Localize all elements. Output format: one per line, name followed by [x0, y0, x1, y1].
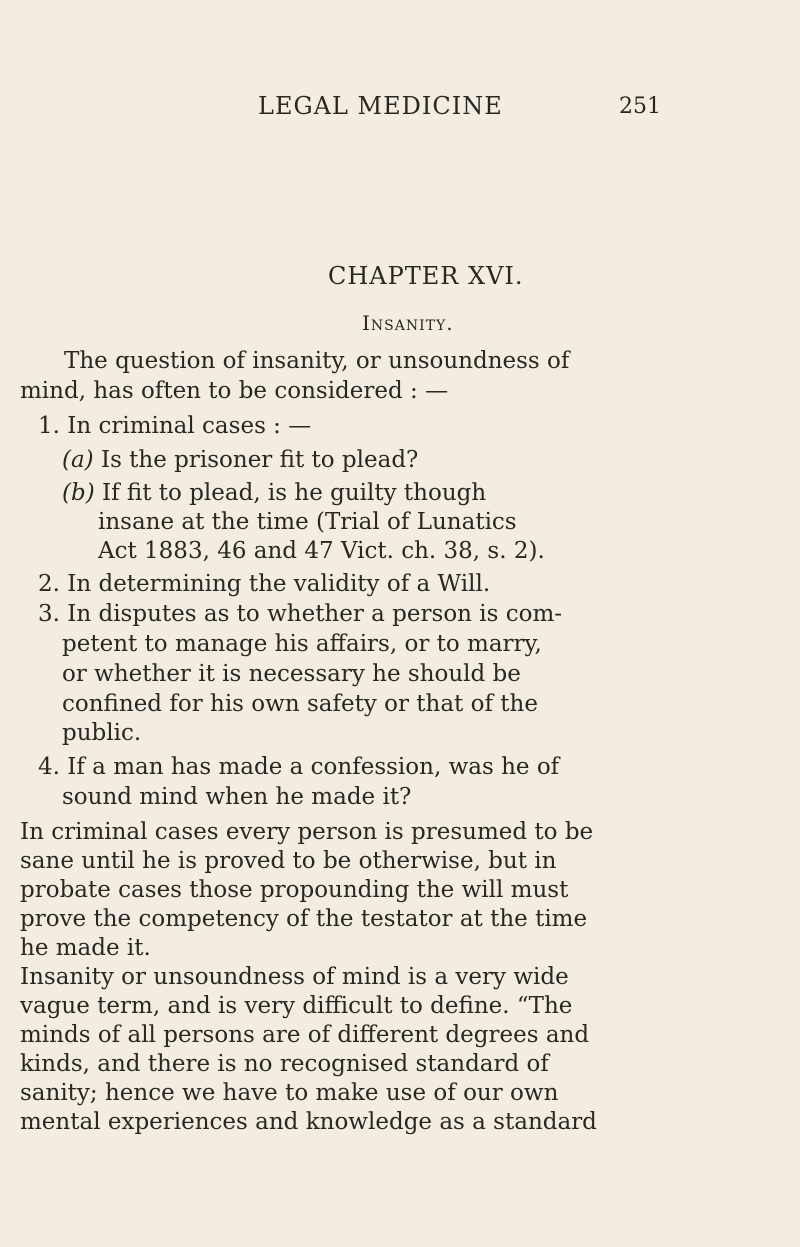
paragraph-line: vague term, and is very difficult to define. “The: [20, 993, 573, 1019]
list-item-4-cont: sound mind when he made it?: [62, 784, 412, 810]
paragraph-line: sane until he is proved to be otherwise, but in: [20, 848, 557, 874]
section-title: Insanity.: [362, 311, 454, 335]
list-item-1b-cont: insane at the time (Trial of Lunatics: [98, 509, 517, 535]
intro-line: The question of insanity, or unsoundness of: [64, 348, 570, 374]
list-item-1a: [62, 446, 418, 474]
list-item-3-cont: public.: [62, 720, 142, 746]
item-text: Is the prisoner fit to plead?: [93, 447, 419, 473]
list-item-4: 4. If a man has made a confession, was he of: [38, 754, 560, 780]
chapter-title: CHAPTER XVI.: [328, 262, 524, 290]
paragraph-line: kinds, and there is no recognised standard of: [20, 1051, 549, 1077]
item-label: (a): [62, 447, 94, 473]
list-item-3: 3. In disputes as to whether a person is com-: [38, 601, 563, 627]
item-label: (b): [62, 480, 95, 506]
paragraph-line: he made it.: [20, 935, 151, 961]
item-text: If fit to plead, is he guilty though: [94, 480, 487, 506]
list-item-1b-cont: Act 1883, 46 and 47 Vict. ch. 38, s. 2).: [98, 538, 545, 564]
list-item-3-cont: petent to manage his affairs, or to marry,: [62, 631, 542, 657]
list-item-1b: [62, 479, 486, 507]
list-item-3-cont: confined for his own safety or that of the: [62, 691, 538, 717]
paragraph-line: Insanity or unsoundness of mind is a very wide: [20, 964, 569, 990]
paragraph-line: minds of all persons are of different degrees and: [20, 1022, 590, 1048]
running-title: LEGAL MEDICINE: [258, 92, 503, 120]
paragraph-line: probate cases those propounding the will must: [20, 877, 569, 903]
list-item-3-cont: or whether it is necessary he should be: [62, 661, 521, 687]
intro-line: mind, has often to be considered : —: [20, 378, 449, 404]
list-item-1: 1. In criminal cases : —: [38, 413, 312, 439]
paragraph-line: prove the competency of the testator at the time: [20, 906, 588, 932]
paragraph-line: mental experiences and knowledge as a standard: [20, 1109, 597, 1135]
list-item-2: 2. In determining the validity of a Will.: [38, 571, 491, 597]
page-number: 251: [619, 94, 661, 119]
paragraph-line: sanity; hence we have to make use of our own: [20, 1080, 559, 1106]
paragraph-line: In criminal cases every person is presumed to be: [20, 819, 594, 845]
